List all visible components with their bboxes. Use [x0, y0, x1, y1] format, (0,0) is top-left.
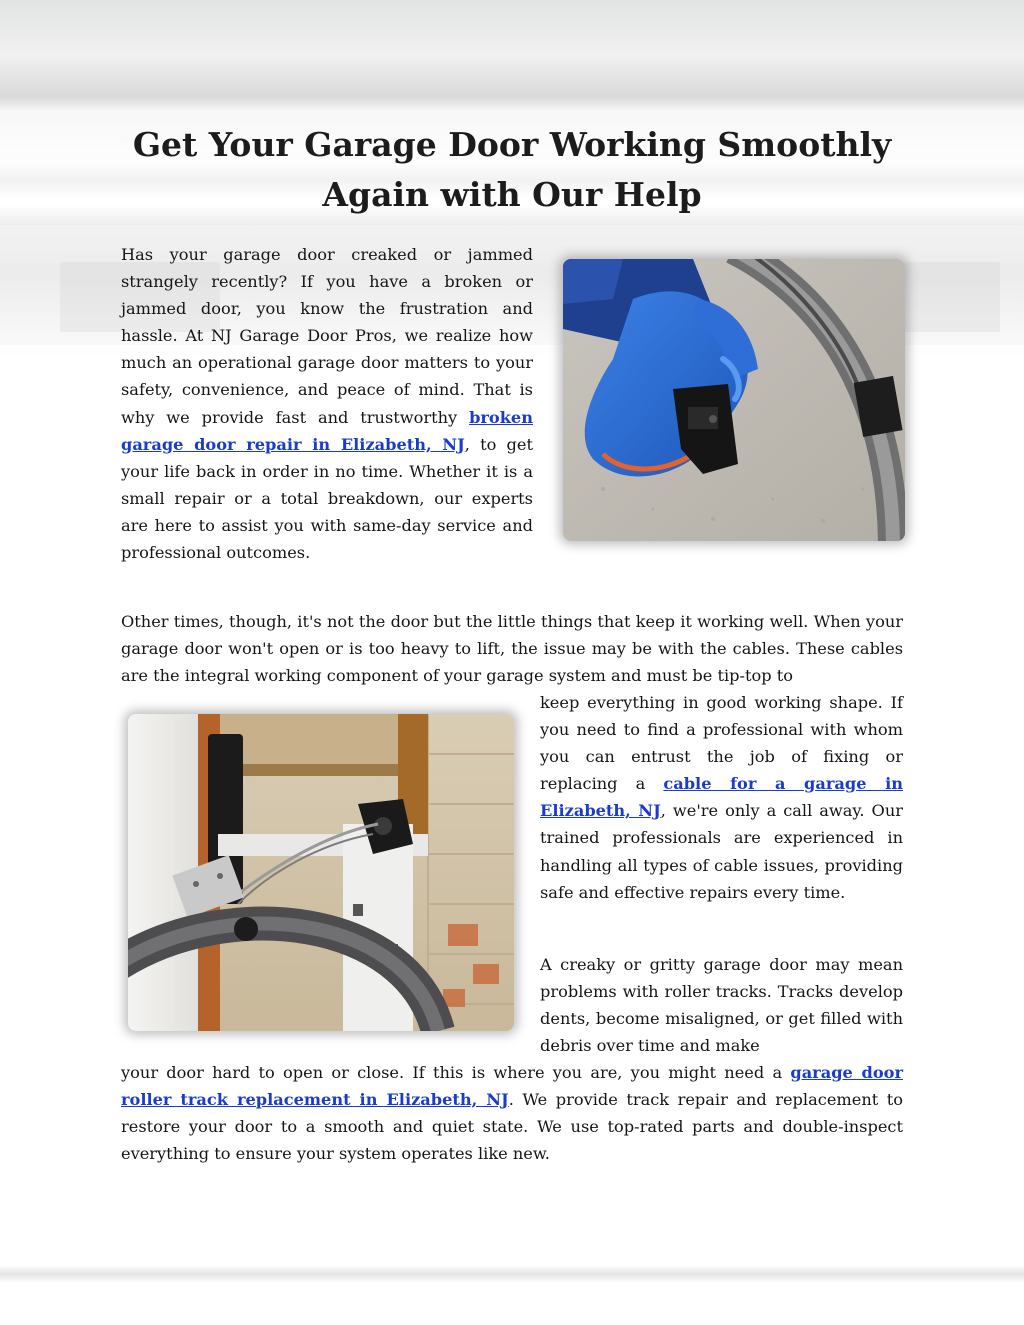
paragraph-text: , to get your life back in order in no time. Whether it is a small repair or a total breakdown, our experts are here to assist you with same-day service and professional outcomes. — [121, 434, 533, 563]
paragraph-text: Has your garage door creaked or jammed strangely recently? If you have a broken or jammed door, you know the frustration and hassle. At NJ Garage Door Pros, we realize how much an operational garage door matters to your safety, convenience, and peace of mind. That is why we provide fast and trustworthy — [121, 245, 533, 427]
paragraph-text: keep everything in good working shape. If you need to find a professional with whom you can entrust the job of fixing or replacing a — [540, 693, 903, 794]
cable-paragraph-continued — [540, 689, 903, 906]
roller-track-paragraph: A creaky or gritty garage door may mean problems with roller tracks. Tracks develop dents, become misaligned, or get filled with debris over time and make — [540, 955, 903, 1056]
cable-paragraph: Other times, though, it's not the door but the little things that keep it working well. When your garage door won't open or is too heavy to lift, the issue may be with the cables. These cables are the integral working component of your garage system and must be tip-top to — [121, 612, 903, 686]
paragraph-text: your door hard to open or close. If this is where you are, you might need a — [121, 1063, 791, 1082]
paragraph-text: . We provide track repair and replacement to restore your door to a smooth and quiet state. We use top-rated parts and double-inspect everything to ensure your system operates like new. — [121, 1090, 903, 1164]
roller-track-replacement-link[interactable]: garage door roller track replacement in Elizabeth, NJ — [121, 1063, 903, 1110]
paragraph-text: , we're only a call away. Our trained professionals are experienced in handling all types of cable issues, providing safe and effective repairs every time. — [540, 801, 903, 902]
broken-door-repair-link[interactable]: broken garage door repair in Elizabeth, NJ — [121, 407, 533, 454]
technician-gloves-photo — [563, 259, 905, 541]
roller-track-paragraph-continued — [121, 1059, 903, 1167]
garage-cable-bracket-photo — [128, 714, 514, 1031]
garage-cable-link[interactable]: cable for a garage in Elizabeth, NJ — [540, 774, 903, 821]
intro-paragraph — [121, 241, 533, 566]
page-title: Get Your Garage Door Working Smoothly Again with Our Help — [132, 125, 892, 214]
